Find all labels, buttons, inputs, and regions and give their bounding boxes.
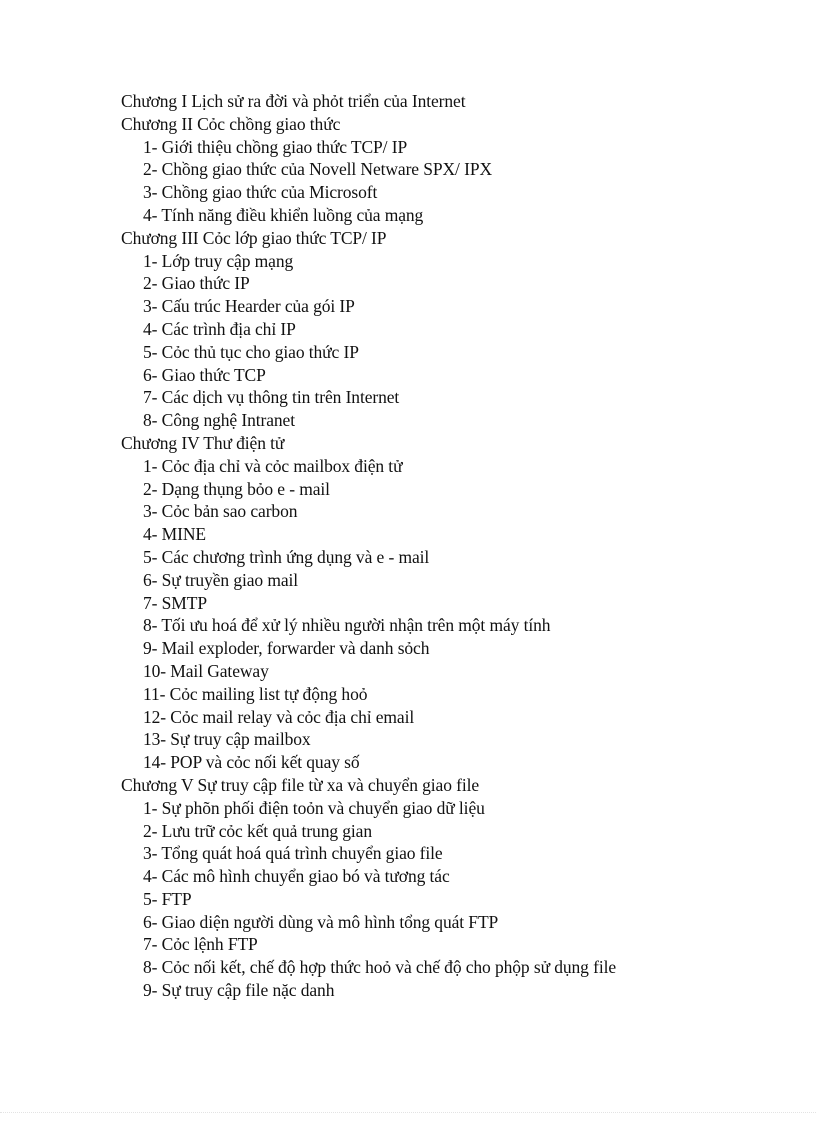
list-item: 3- Cỏc bản sao carbon: [143, 501, 298, 522]
table-of-contents: [121, 90, 781, 1002]
chapter-title: Chương III Cỏc lớp giao thức TCP/ IP: [121, 227, 387, 248]
list-item: 9- Sự truy cập file nặc danh: [143, 980, 335, 1001]
list-item: 9- Mail exploder, forwarder và danh sỏch: [143, 638, 430, 659]
chapter-items: [121, 250, 781, 432]
list-item: 4- Các trình địa chỉ IP: [143, 318, 296, 339]
list-item: 8- Công nghệ Intranet: [143, 410, 295, 431]
chapter-4: [121, 432, 781, 774]
list-item: 2- Lưu trữ cỏc kết quả trung gian: [143, 820, 373, 841]
list-item: 4- Tính năng điều khiển luồng của mạng: [143, 204, 424, 225]
list-item: 13- Sự truy cập mailbox: [143, 729, 311, 750]
list-item: 1- Giới thiệu chồng giao thức TCP/ IP: [143, 136, 408, 157]
list-item: 3- Tổng quát hoá quá trình chuyển giao file: [143, 843, 443, 864]
list-item: 4- MINE: [143, 524, 206, 545]
list-item: 1- Sự phõn phối điện toỏn và chuyển giao dữ liệu: [143, 797, 485, 818]
list-item: 6- Sự truyền giao mail: [143, 569, 299, 590]
list-item: 7- Cỏc lệnh FTP: [143, 934, 258, 955]
list-item: 2- Chồng giao thức của Novell Netware SPX/ IPX: [143, 159, 492, 180]
list-item: 2- Dạng thụng bỏo e - mail: [143, 478, 330, 499]
list-item: 4- Các mô hình chuyển giao bó và tương tác: [143, 866, 450, 887]
chapter-items: [121, 455, 781, 774]
list-item: 7- SMTP: [143, 592, 207, 613]
list-item: 8- Cỏc nối kết, chế độ hợp thức hoỏ và chế độ cho phộp sử dụng file: [143, 957, 617, 978]
list-item: 5- FTP: [143, 888, 192, 909]
list-item: 6- Giao diện người dùng và mô hình tổng quát FTP: [143, 911, 499, 932]
list-item: 1- Lớp truy cập mạng: [143, 250, 294, 271]
list-item: 3- Chồng giao thức của Microsoft: [143, 182, 378, 203]
list-item: 6- Giao thức TCP: [143, 364, 266, 385]
chapter-title: Chương I Lịch sử ra đời và phỏt triển của Internet: [121, 91, 466, 111]
chapter-title: Chương II Cỏc chồng giao thức: [121, 113, 341, 134]
chapter-5: [121, 774, 781, 1002]
chapter-3: [121, 227, 781, 432]
chapter-items: [121, 136, 781, 227]
chapter-items: [121, 797, 781, 1002]
list-item: 7- Các dịch vụ thông tin trên Internet: [143, 387, 400, 408]
list-item: 11- Cỏc mailing list tự động hoỏ: [143, 683, 368, 704]
chapter-title: Chương V Sự truy cập file từ xa và chuyển giao file: [121, 774, 480, 795]
list-item: 5- Cỏc thủ tục cho giao thức IP: [143, 341, 359, 362]
list-item: 3- Cấu trúc Hearder của gói IP: [143, 296, 355, 317]
list-item: 12- Cỏc mail relay và cỏc địa chỉ email: [143, 706, 415, 727]
chapter-2: [121, 113, 781, 227]
chapter-1: [121, 90, 781, 113]
list-item: 14- POP và cỏc nối kết quay số: [143, 752, 360, 773]
list-item: 2- Giao thức IP: [143, 273, 250, 294]
list-item: 5- Các chương trình ứng dụng và e - mail: [143, 546, 430, 567]
list-item: 8- Tối ưu hoá để xử lý nhiều người nhận trên một máy tính: [143, 615, 551, 636]
chapter-title: Chương IV Thư điện tử: [121, 432, 285, 453]
list-item: 1- Cỏc địa chỉ và cỏc mailbox điện tử: [143, 455, 403, 476]
list-item: 10- Mail Gateway: [143, 660, 269, 681]
page-bottom-divider: [0, 1112, 816, 1113]
